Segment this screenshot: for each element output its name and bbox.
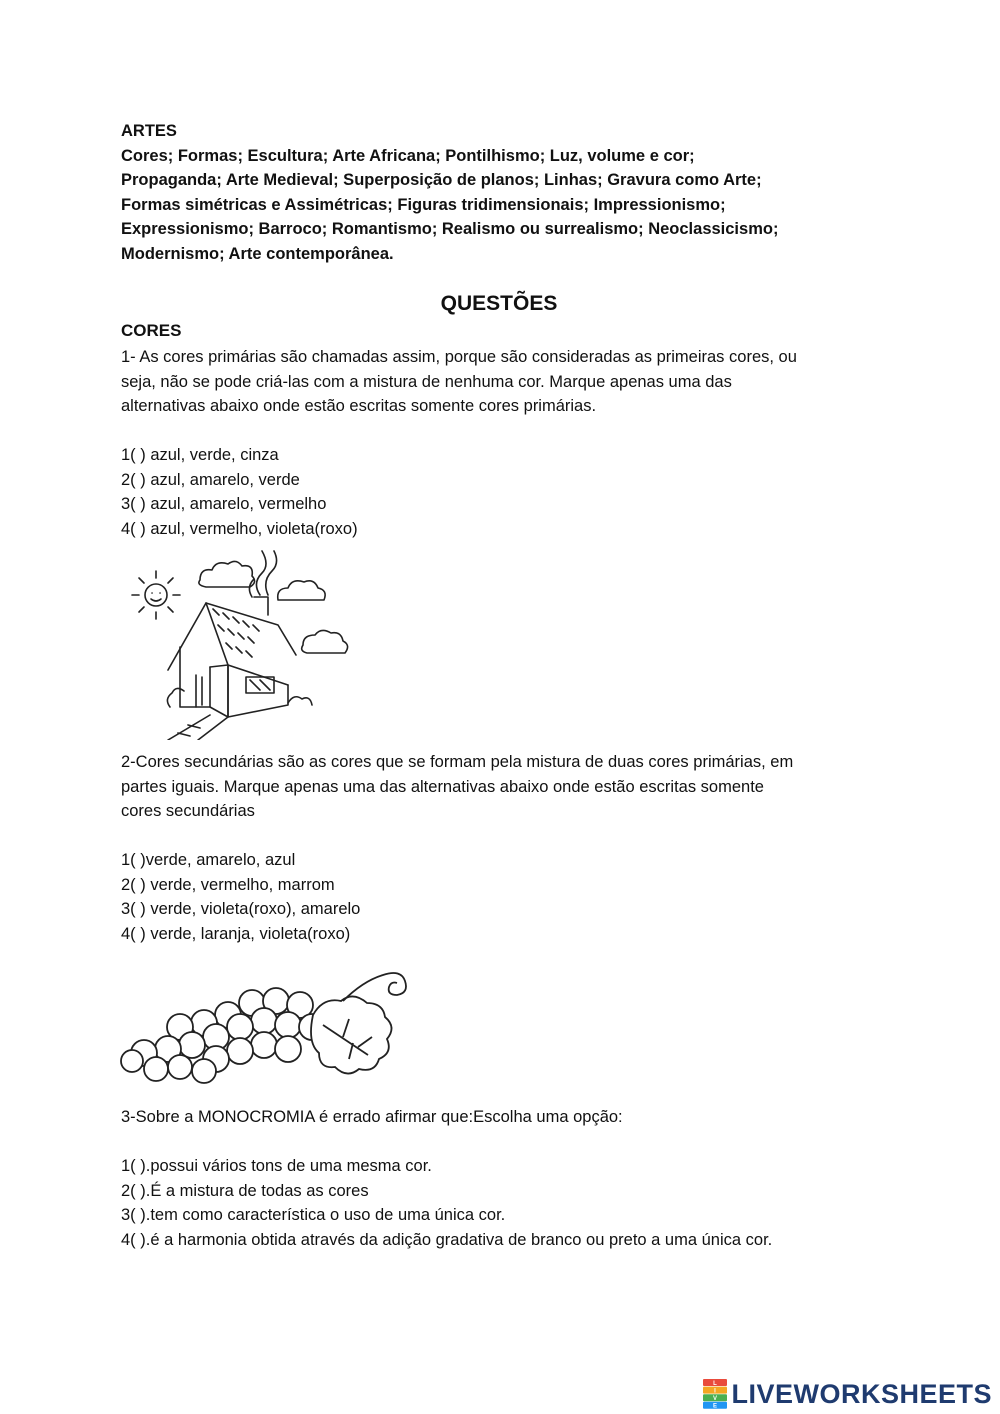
svg-text:V: V bbox=[713, 1396, 718, 1402]
question-line: 2-Cores secundárias são as cores que se formam pela mistura de duas cores primárias, em bbox=[121, 753, 794, 771]
question-3-options bbox=[121, 1154, 901, 1252]
svg-text:L: L bbox=[713, 1380, 718, 1387]
question-2-options bbox=[121, 848, 901, 946]
page-title: QUESTÕES bbox=[440, 292, 558, 315]
option-item[interactable]: 3( ).tem como característica o uso de uma única cor. bbox=[121, 1206, 506, 1224]
topic-line: Cores; Formas; Escultura; Arte Africana; Pontilhismo; Luz, volume e cor; bbox=[121, 146, 695, 165]
cloud-icon bbox=[278, 581, 325, 600]
option-item[interactable]: 1( ) azul, verde, cinza bbox=[121, 446, 279, 464]
option-item[interactable]: 2( ) verde, vermelho, marrom bbox=[121, 875, 335, 894]
option-item[interactable]: 1( )verde, amarelo, azul bbox=[121, 851, 296, 869]
question-line: cores secundárias bbox=[121, 802, 255, 820]
path-icon bbox=[168, 715, 228, 740]
brand-name: LIVEWORKSHEETS bbox=[731, 1378, 992, 1409]
subject-heading: ARTES bbox=[121, 122, 177, 140]
question-1-text bbox=[121, 345, 881, 419]
topic-line: Propaganda; Arte Medieval; Superposição de planos; Linhas; Gravura como Arte; bbox=[121, 171, 762, 190]
option-item[interactable]: 3( ) azul, amarelo, vermelho bbox=[121, 495, 327, 513]
question-line: 1- As cores primárias são chamadas assim, porque são consideradas as primeiras cores, ou bbox=[121, 348, 797, 366]
option-item[interactable]: 1( ).possui vários tons de uma mesma cor. bbox=[121, 1157, 432, 1175]
liveworksheets-logo-icon bbox=[703, 1379, 727, 1409]
question-line: alternativas abaixo onde estão escritas somente cores primárias. bbox=[121, 397, 597, 415]
brand-footer bbox=[703, 1378, 992, 1410]
grapes-illustration bbox=[118, 965, 413, 1085]
option-item[interactable]: 2( ).É a mistura de todas as cores bbox=[121, 1181, 369, 1200]
question-line: partes iguais. Marque apenas uma das alternativas abaixo onde estão escritas somente bbox=[121, 777, 764, 796]
cloud-icon bbox=[199, 561, 255, 587]
option-item[interactable]: 3( ) verde, violeta(roxo), amarelo bbox=[121, 900, 361, 918]
option-item[interactable]: 4( ).é a harmonia obtida através da adição gradativa de branco ou preto a uma única cor. bbox=[121, 1230, 773, 1249]
smoke-icon bbox=[249, 551, 276, 597]
topic-line: Modernismo; Arte contemporânea. bbox=[121, 244, 394, 263]
option-item[interactable]: 2( ) azul, amarelo, verde bbox=[121, 470, 300, 489]
grape-bunch-icon bbox=[121, 988, 325, 1083]
question-1-options bbox=[121, 443, 901, 541]
sun-icon bbox=[132, 571, 180, 619]
question-2-text bbox=[121, 750, 881, 824]
svg-text:E: E bbox=[713, 1403, 718, 1409]
option-item[interactable]: 4( ) verde, laranja, violeta(roxo) bbox=[121, 924, 351, 943]
cloud-icon bbox=[302, 630, 348, 653]
section-heading: CORES bbox=[121, 321, 182, 340]
svg-text:I: I bbox=[714, 1388, 717, 1395]
leaf-icon bbox=[311, 996, 392, 1073]
topic-line: Formas simétricas e Assimétricas; Figuras tridimensionais; Impressionismo; bbox=[121, 195, 726, 214]
question-line: seja, não se pode criá-las com a mistura de nenhuma cor. Marque apenas uma das bbox=[121, 372, 732, 391]
header-block bbox=[121, 119, 881, 267]
option-item[interactable]: 4( ) azul, vermelho, violeta(roxo) bbox=[121, 519, 358, 538]
topic-line: Expressionismo; Barroco; Romantismo; Realismo ou surrealismo; Neoclassicismo; bbox=[121, 220, 779, 239]
question-3-text bbox=[121, 1105, 881, 1130]
question-line: 3-Sobre a MONOCROMIA é errado afirmar que:Escolha uma opção: bbox=[121, 1108, 623, 1126]
bush-icon bbox=[167, 688, 312, 707]
house-illustration bbox=[128, 545, 368, 740]
house-icon bbox=[168, 597, 296, 717]
